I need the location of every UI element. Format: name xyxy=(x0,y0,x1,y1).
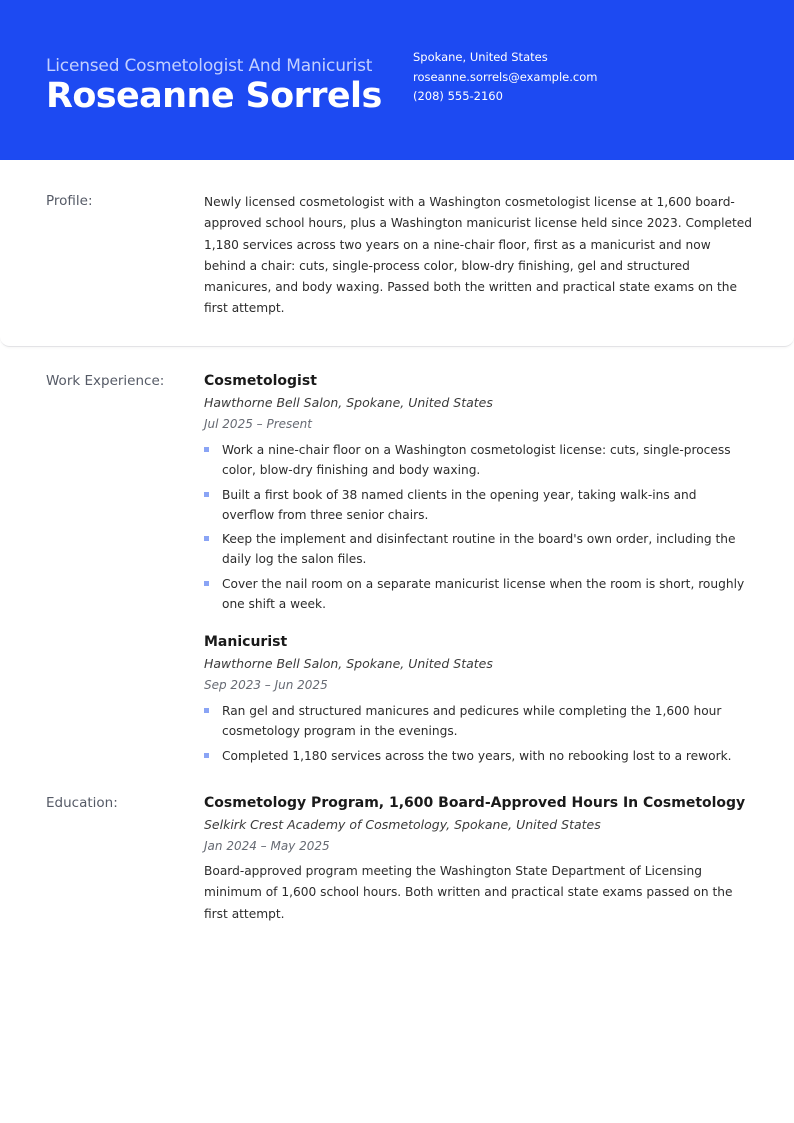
bullet-marker-icon xyxy=(204,492,209,497)
job-entry xyxy=(204,372,752,618)
contact-phone: (208) 555-2160 xyxy=(413,89,503,103)
candidate-name: Roseanne Sorrels xyxy=(46,76,382,116)
bullet-marker-icon xyxy=(204,536,209,541)
job-dates: Sep 2023 – Jun 2025 xyxy=(204,678,328,692)
job-bullet xyxy=(204,485,752,525)
job-bullet-text: Work a nine-chair floor on a Washington cosmetologist license: cuts, single-process color, blow-dry finishing and body waxing. xyxy=(222,443,731,477)
job-bullet-text: Cover the nail room on a separate manicurist license when the room is short, roughly one shift a week. xyxy=(222,576,745,611)
profile-label: Profile: xyxy=(46,193,93,209)
profile-text: Newly licensed cosmetologist with a Washington cosmetologist license at 1,600 board-approved school hours, plus a Washington manicurist license held since 2023. Completed 1,180 services across two years on a nine-chair floor, first as a manicurist and now behind a chair: cuts, single-process color, blow-dry finishing, gel and structured manicures, and body waxing. Passed both the written and practical state exams on the first attempt. xyxy=(204,195,753,316)
contact-location: Spokane, United States xyxy=(413,50,548,64)
education-dates: Jan 2024 – May 2025 xyxy=(204,839,330,853)
education-school: Selkirk Crest Academy of Cosmetology, Spokane, United States xyxy=(204,817,601,832)
job-bullet xyxy=(204,746,752,766)
contact-email: roseanne.sorrels@example.com xyxy=(413,69,598,84)
job-bullet xyxy=(204,440,752,480)
job-role-subtitle: Licensed Cosmetologist And Manicurist xyxy=(46,56,373,76)
resume-header xyxy=(0,0,794,160)
bullet-marker-icon xyxy=(204,753,209,758)
job-bullet-text: Keep the implement and disinfectant routine in the board's own order, including the daily log the salon files. xyxy=(222,532,736,566)
bullet-marker-icon xyxy=(204,708,209,713)
education-description: Board-approved program meeting the Washington State Department of Licensing minimum of 1,600 school hours. Both written and practical state exams passed on the first attempt. xyxy=(204,864,733,921)
work-experience-label: Work Experience: xyxy=(46,373,165,389)
education-title: Cosmetology Program, 1,600 Board-Approved Hours In Cosmetology xyxy=(204,795,746,811)
job-company: Hawthorne Bell Salon, Spokane, United States xyxy=(204,395,493,410)
job-company: Hawthorne Bell Salon, Spokane, United States xyxy=(204,656,493,671)
bullet-marker-icon xyxy=(204,447,209,452)
job-bullet-list xyxy=(204,440,752,614)
contact-info xyxy=(413,48,597,107)
job-bullet-list xyxy=(204,701,752,766)
job-bullet xyxy=(204,574,752,614)
job-title: Manicurist xyxy=(204,634,288,650)
job-bullet-text: Completed 1,180 services across the two years, with no rebooking lost to a rework. xyxy=(222,748,732,763)
education-label: Education: xyxy=(46,795,118,811)
job-bullet xyxy=(204,701,752,741)
job-bullet xyxy=(204,529,752,569)
job-dates: Jul 2025 – Present xyxy=(204,417,312,431)
education-entry xyxy=(204,794,752,925)
job-bullet-text: Built a first book of 38 named clients in the opening year, taking walk-ins and overflow from three senior chairs. xyxy=(222,487,697,522)
bullet-marker-icon xyxy=(204,581,209,586)
job-title: Cosmetologist xyxy=(204,373,317,389)
job-bullet-text: Ran gel and structured manicures and pedicures while completing the 1,600 hour cosmetology program in the evenings. xyxy=(222,704,722,738)
job-entry xyxy=(204,633,752,770)
